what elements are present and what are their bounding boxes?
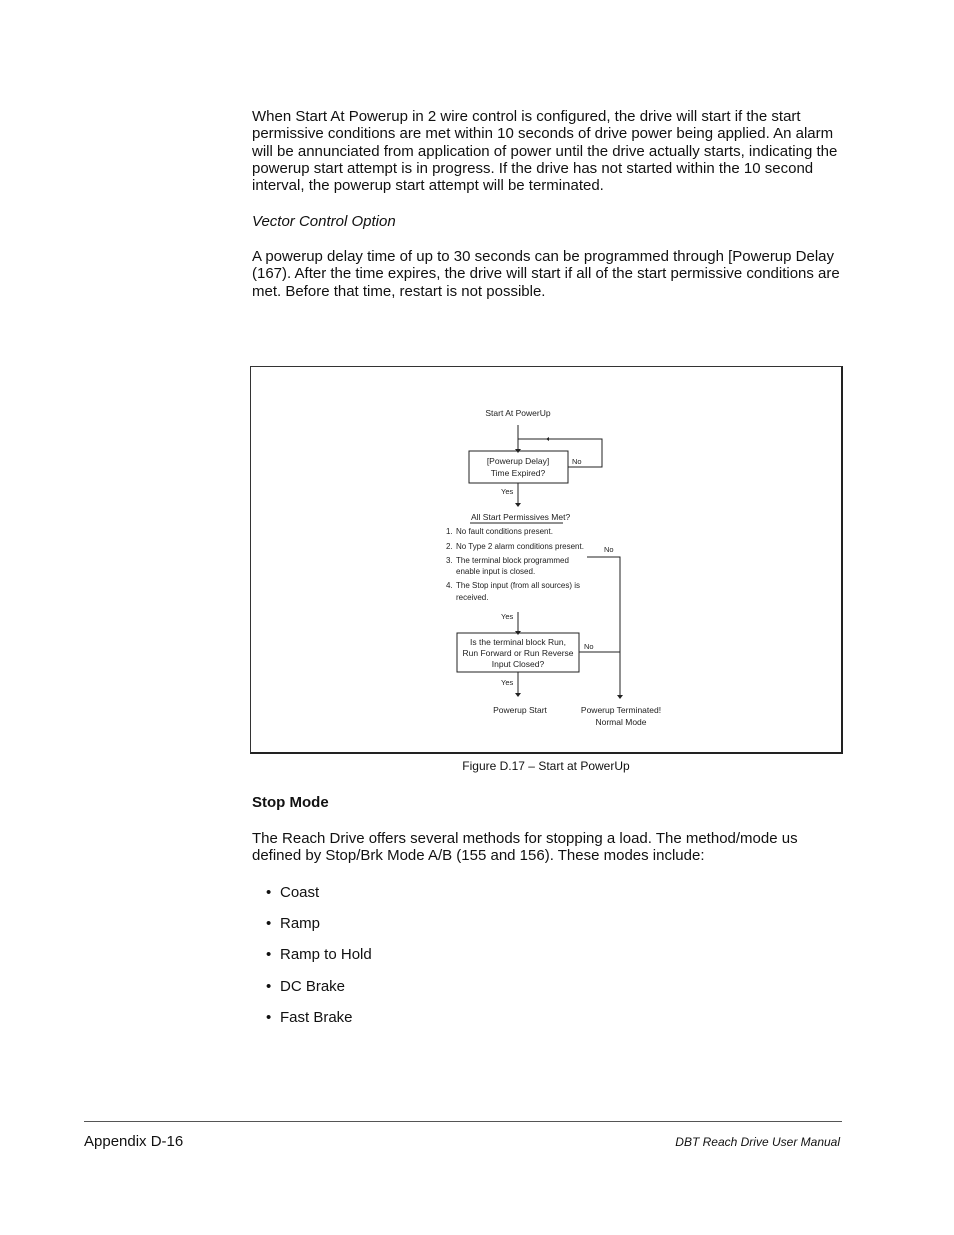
bullet-glyph: •	[266, 1008, 272, 1026]
permissive-3-number: 3.	[446, 556, 453, 565]
mode-label: Ramp to Hold	[280, 946, 372, 964]
decision2-line-3: Input Closed?	[491, 659, 545, 669]
permissive-2-text: No Type 2 alarm conditions present.	[456, 542, 584, 551]
yes-label-1: Yes	[501, 487, 514, 496]
paragraph-powerup-delay: A powerup delay time of up to 30 seconds can be programmed through [Powerup Delay (167). After the time expires, the drive will start if all of the start permissive conditions are met. Before that time, restart is not possible.	[252, 248, 840, 300]
start-at-powerup-flowchart	[251, 367, 841, 752]
powerup-terminated-line-1: Powerup Terminated!	[580, 705, 662, 715]
footer-page-label: Appendix D-16	[84, 1133, 184, 1150]
decision1-line-2: Time Expired?	[490, 468, 546, 478]
list-item	[266, 946, 372, 977]
permissives-title: All Start Permissives Met?	[471, 512, 571, 522]
permissive-2-number: 2.	[446, 542, 453, 551]
list-item	[266, 884, 372, 915]
permissive-1-number: 1.	[446, 527, 453, 536]
vector-control-heading: Vector Control Option	[252, 213, 396, 230]
stop-mode-intro: The Reach Drive offers several methods for stopping a load. The method/mode us defined by Stop/Brk Mode A/B (155 and 156). These modes include:	[252, 830, 798, 865]
permissive-1-text: No fault conditions present.	[456, 527, 553, 536]
start-label: Start At PowerUp	[485, 408, 551, 418]
stop-mode-list	[266, 884, 372, 1040]
powerup-terminated-line-2: Normal Mode	[595, 717, 647, 727]
footer-manual-title: DBT Reach Drive User Manual	[675, 1135, 840, 1149]
no-label-3: No	[584, 642, 594, 651]
bullet-glyph: •	[266, 915, 272, 933]
bullet-glyph: •	[266, 946, 272, 964]
permissive-3-text-2: enable input is closed.	[456, 567, 536, 576]
decision2-line-1: Is the terminal block Run,	[470, 637, 566, 647]
bullet-glyph: •	[266, 977, 272, 995]
list-item	[266, 1009, 372, 1040]
mode-label: Ramp	[280, 915, 321, 933]
flowchart-frame	[250, 366, 843, 754]
figure-caption: Figure D.17 – Start at PowerUp	[462, 759, 630, 773]
mode-label: DC Brake	[280, 977, 346, 995]
decision1-line-1: [Powerup Delay]	[486, 456, 550, 466]
bullet-glyph: •	[266, 884, 272, 901]
paragraph-powerup-start: When Start At Powerup in 2 wire control is configured, the drive will start if the start permissive conditions are met within 10 seconds of drive power being applied. An alarm will be annunciated from application of power until the drive actually starts, indicating the powerup start attempt is in progress. If the drive has not started within the 10 second interval, the powerup start attempt will be terminated.	[252, 108, 838, 195]
footer-divider	[84, 1121, 842, 1122]
permissive-4-text-1: The Stop input (from all sources) is	[456, 581, 581, 590]
yes-label-3: Yes	[501, 678, 514, 687]
permissive-3-text-1: The terminal block programmed	[456, 556, 569, 565]
mode-label: Coast	[280, 884, 320, 901]
powerup-start-label: Powerup Start	[493, 705, 547, 715]
no-label-1: No	[572, 457, 582, 466]
yes-label-2: Yes	[501, 612, 514, 621]
mode-label: Fast Brake	[280, 1008, 353, 1026]
permissive-4-number: 4.	[446, 581, 453, 590]
decision2-line-2: Run Forward or Run Reverse	[462, 648, 574, 658]
no-label-2: No	[604, 545, 614, 554]
stop-mode-heading: Stop Mode	[252, 794, 329, 811]
list-item	[266, 915, 372, 946]
permissive-4-text-2: received.	[456, 593, 489, 602]
list-item	[266, 978, 372, 1009]
